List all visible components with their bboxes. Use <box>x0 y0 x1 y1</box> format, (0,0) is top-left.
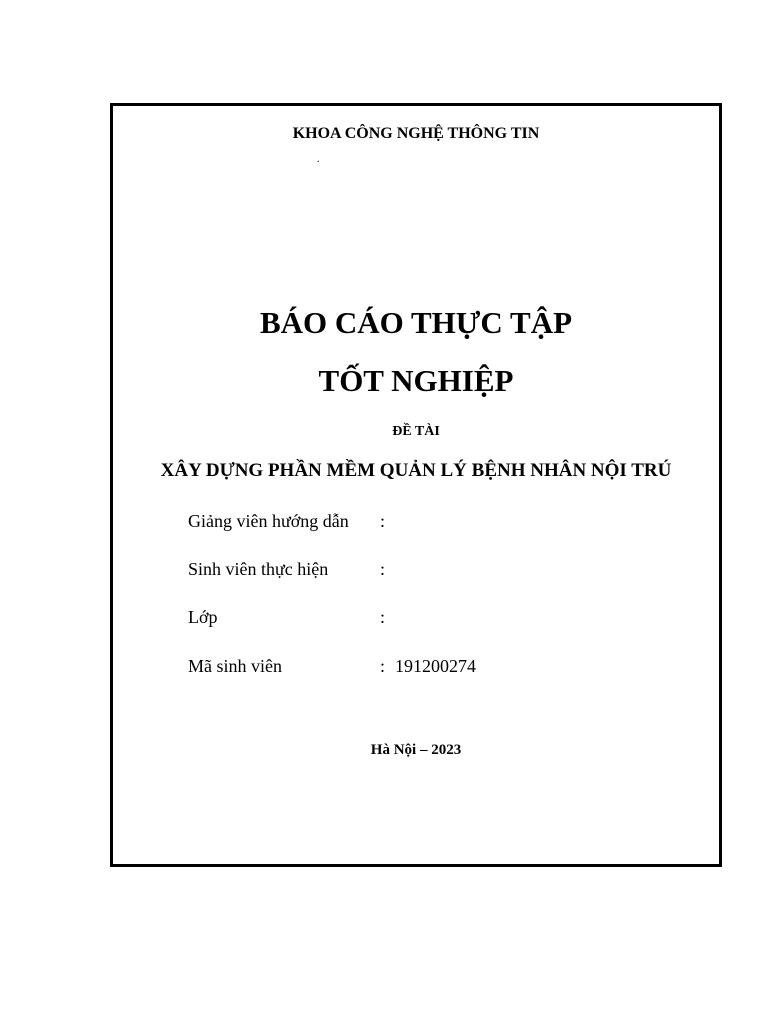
stray-dot: . <box>317 154 320 165</box>
topic-label: ĐỀ TÀI <box>392 424 440 439</box>
student-label: Sinh viên thực hiện <box>188 559 329 579</box>
student-id-label: Mã sinh viên <box>188 656 282 676</box>
report-title-line-2: TỐT NGHIỆP <box>318 363 514 398</box>
student-id-value: 191200274 <box>395 656 476 676</box>
cover-page-border <box>110 103 722 867</box>
faculty-name: KHOA CÔNG NGHỆ THÔNG TIN <box>292 125 540 142</box>
topic-name: XÂY DỰNG PHẦN MỀM QUẢN LÝ BỆNH NHÂN NỘI TRÚ <box>160 460 672 481</box>
place-and-year: Hà Nội – 2023 <box>370 742 462 758</box>
supervisor-label: Giảng viên hướng dẫn <box>188 511 349 531</box>
class-separator: : <box>380 607 386 627</box>
report-title-line-1: BÁO CÁO THỰC TẬP <box>259 305 573 340</box>
class-label: Lớp <box>188 607 218 627</box>
supervisor-separator: : <box>380 511 386 531</box>
student-id-separator: : <box>380 656 386 676</box>
student-separator: : <box>380 559 386 579</box>
